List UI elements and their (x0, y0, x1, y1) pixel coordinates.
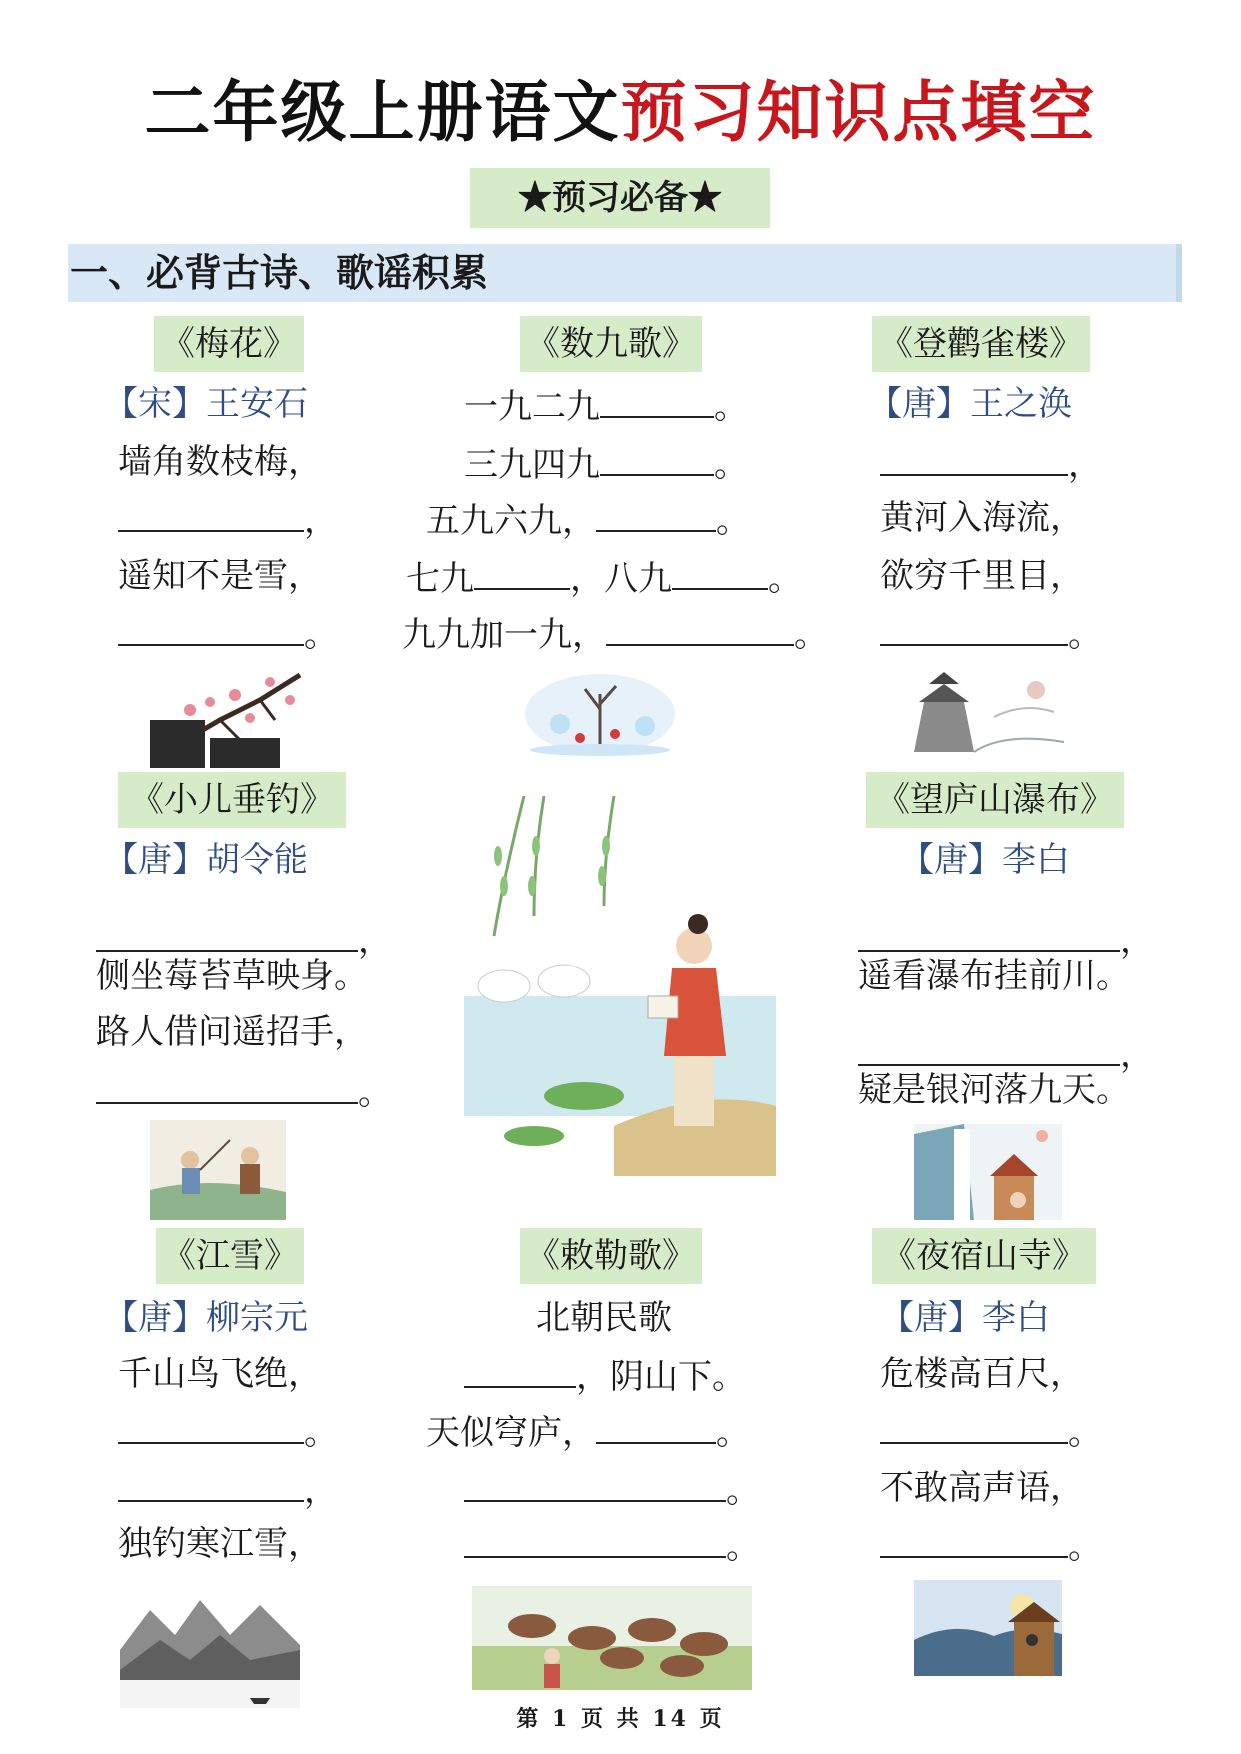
poem-title-meihua: 《梅花》 (154, 316, 304, 372)
poem-blank-line: ， (858, 1030, 1154, 1077)
poem-author-meihua: 【宋】王安石 (104, 384, 308, 424)
fill-blank[interactable] (118, 1466, 304, 1502)
poem-blank-line: 。 (464, 1466, 760, 1513)
poem-blank-line: ， (118, 1466, 338, 1513)
fill-blank[interactable] (464, 1466, 726, 1502)
fill-blank[interactable] (858, 1030, 1120, 1066)
poem-line: 遥知不是雪， (118, 556, 322, 596)
poem-blank-line: 天似穹庐， 。 (426, 1408, 750, 1455)
poem-blank-line: 。 (880, 1408, 1102, 1455)
poem-blank-line: 。 (880, 610, 1102, 657)
fill-blank[interactable] (118, 496, 304, 532)
poem-title-xiaoer: 《小儿垂钓》 (118, 772, 346, 828)
poem-author-xiaoer: 【唐】胡令能 (104, 840, 308, 880)
fill-blank[interactable] (118, 610, 304, 646)
poem-title-dengque: 《登鹳雀楼》 (872, 316, 1090, 372)
winter-scene-picture (520, 664, 680, 756)
poem-line: 千山鸟飞绝， (118, 1354, 322, 1394)
tower-picture (904, 662, 1064, 762)
grassland-cattle-picture (472, 1586, 752, 1690)
song-line: 七九 ，八九 。 (406, 554, 802, 601)
poem-blank-line: ，阴山下。 (464, 1352, 746, 1399)
song-line: 一九二九 。 (464, 382, 748, 429)
poem-title-jiangxue: 《江雪》 (156, 1228, 304, 1284)
mountain-temple-night-picture (914, 1580, 1062, 1676)
poem-line: 疑是银河落九天。 (858, 1070, 1130, 1110)
fill-blank[interactable] (96, 1068, 358, 1104)
song-line: 五九六九， 。 (426, 496, 750, 543)
poem-line: 不敢高声语， (880, 1468, 1084, 1508)
fill-blank[interactable] (880, 440, 1068, 476)
poem-author-dengque: 【唐】王之涣 (868, 384, 1072, 424)
fill-blank[interactable] (858, 916, 1120, 952)
fill-blank[interactable] (596, 1408, 716, 1444)
page-title (0, 72, 1241, 152)
page-title-red: 预习知识点填空 (620, 73, 1097, 151)
fill-blank[interactable] (596, 496, 716, 532)
poem-line: 路人借问遥招手， (96, 1012, 368, 1052)
page-title-black: 二年级上册语文 (144, 73, 621, 151)
poem-author-chile: 北朝民歌 (536, 1298, 672, 1338)
poem-author-jiangxue: 【唐】柳宗元 (104, 1298, 308, 1338)
fill-blank[interactable] (464, 1352, 576, 1388)
poem-blank-line: 。 (118, 1408, 338, 1455)
snowy-river-picture (120, 1580, 300, 1708)
fill-blank[interactable] (672, 554, 768, 590)
fill-blank[interactable] (96, 916, 358, 952)
poem-line: 遥看瀑布挂前川。 (858, 956, 1130, 996)
fill-blank[interactable] (474, 554, 570, 590)
page-number: 第 1 页 共 14 页 (516, 1706, 725, 1732)
fill-blank[interactable] (600, 440, 714, 476)
poem-blank-line: ， (96, 916, 392, 963)
girl-reading-by-pond-picture (464, 796, 776, 1176)
poem-line: 墙角数枝梅， (118, 442, 322, 482)
song-line: 三九四九 。 (464, 440, 748, 487)
poem-blank-line: 。 (96, 1068, 392, 1115)
section-heading: 一、必背古诗、歌谣积累 (68, 244, 1182, 302)
fill-blank[interactable] (880, 610, 1068, 646)
poem-blank-line: 。 (118, 610, 338, 657)
fill-blank[interactable] (880, 1408, 1068, 1444)
waterfall-picture (914, 1124, 1062, 1220)
poem-blank-line: 。 (464, 1522, 760, 1569)
poem-line: 独钓寒江雪， (118, 1524, 322, 1564)
poem-author-yesu: 【唐】李白 (880, 1298, 1050, 1338)
poem-line: 侧坐莓苔草映身。 (96, 956, 368, 996)
child-fishing-picture (150, 1120, 286, 1220)
poem-blank-line: ， (880, 440, 1102, 487)
song-line: 九九加一九， 。 (402, 610, 828, 657)
poem-title-yesu: 《夜宿山寺》 (872, 1228, 1096, 1284)
poem-blank-line: ， (118, 496, 338, 543)
fill-blank[interactable] (880, 1522, 1068, 1558)
poem-author-lushan: 【唐】李白 (900, 840, 1070, 880)
fill-blank[interactable] (464, 1522, 726, 1558)
fill-blank[interactable] (606, 610, 794, 646)
preview-badge: ★预习必备★ (470, 168, 770, 228)
poem-line: 黄河入海流， (880, 498, 1084, 538)
poem-title-lushan: 《望庐山瀑布》 (866, 772, 1124, 828)
poem-blank-line: ， (858, 916, 1154, 963)
fill-blank[interactable] (118, 1408, 304, 1444)
plum-blossom-picture (150, 660, 310, 768)
poem-line: 危楼高百尺， (880, 1354, 1084, 1394)
poem-blank-line: 。 (880, 1522, 1102, 1569)
fill-blank[interactable] (600, 382, 714, 418)
poem-line: 欲穷千里目， (880, 556, 1084, 596)
poem-title-shujiu: 《数九歌》 (520, 316, 702, 372)
poem-title-chile: 《敕勒歌》 (520, 1228, 702, 1284)
